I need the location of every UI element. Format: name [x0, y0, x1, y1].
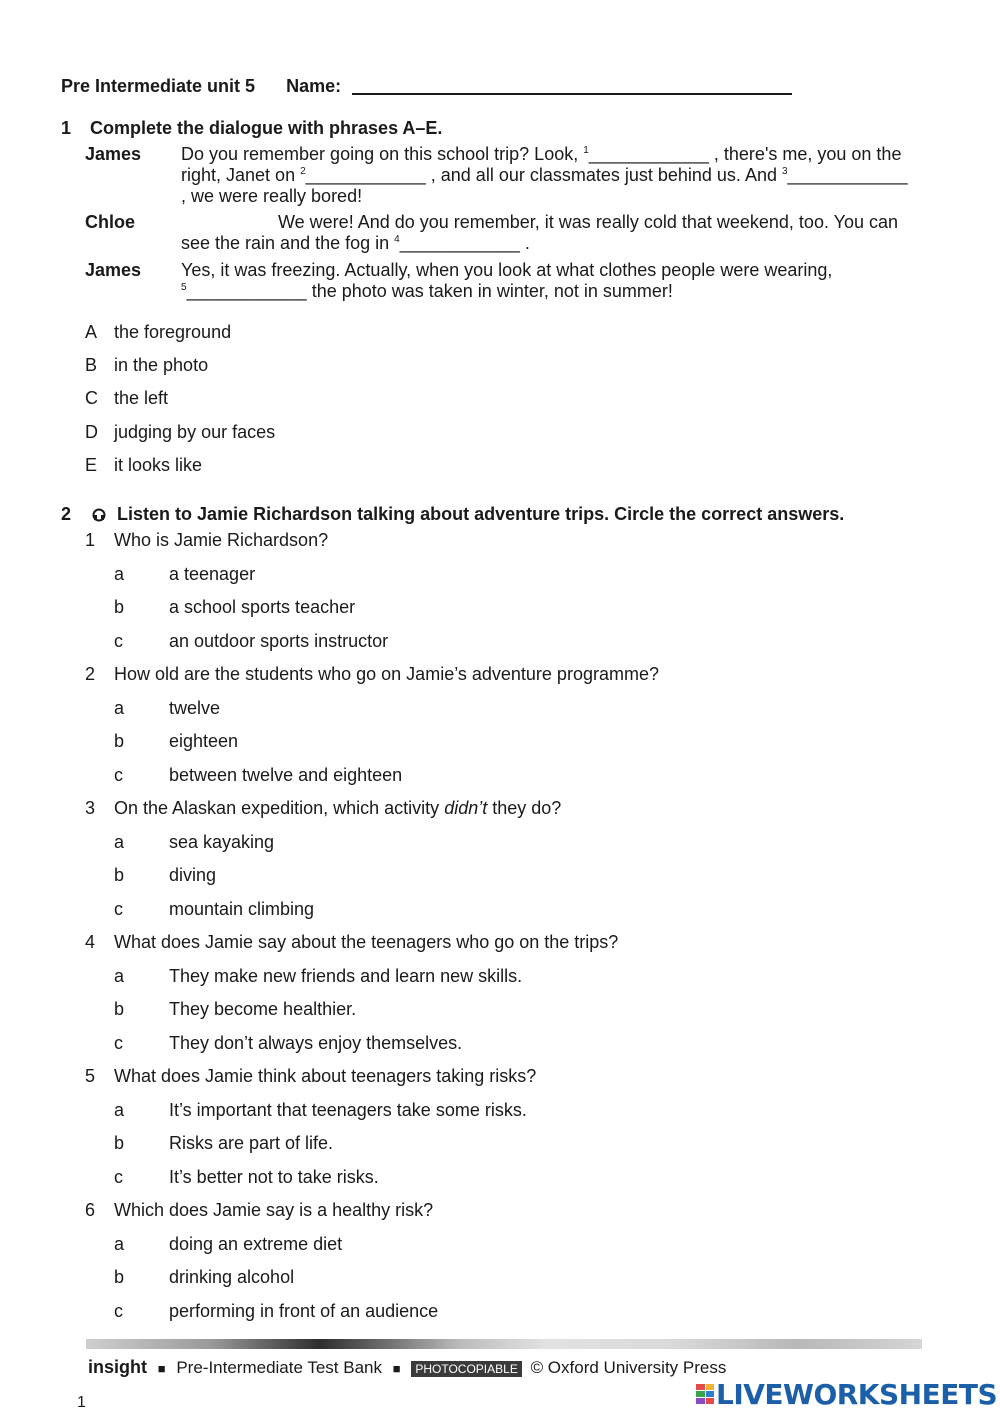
option-text: It’s better not to take risks. — [169, 1166, 379, 1187]
option-text: an outdoor sports instructor — [169, 630, 389, 651]
gap-blank[interactable]: ____________ , and all our classmates just behind us. And — [305, 165, 782, 185]
exercise-2-heading — [61, 504, 844, 527]
option-text: diving — [169, 865, 217, 885]
dialogue-text: Do you remember going on this school trip? Look, — [181, 144, 584, 164]
brand: insight — [88, 1357, 147, 1377]
question-text: What does Jamie think about teenagers taking risks? — [114, 1066, 537, 1086]
option-letter: c — [114, 1166, 123, 1187]
answer-option[interactable] — [114, 831, 275, 853]
option-letter: b — [114, 1267, 125, 1287]
dialogue-text: see the rain and the fog in — [181, 233, 395, 253]
answer-option[interactable] — [114, 697, 221, 719]
gap-blank[interactable]: ____________ the photo was taken in winter, not in summer! — [186, 281, 673, 301]
dialogue-line — [181, 165, 908, 186]
footer-strip — [86, 1339, 922, 1349]
phrase-letter: C — [85, 388, 98, 408]
exercise-number: 2 — [61, 504, 72, 524]
option-text: between twelve and eighteen — [169, 764, 403, 785]
answer-option[interactable] — [114, 1032, 463, 1054]
question-number: 1 — [85, 530, 96, 550]
dialogue-line — [181, 144, 901, 165]
page-number: 1 — [77, 1394, 86, 1411]
option-letter: b — [114, 597, 125, 617]
question — [85, 1066, 537, 1087]
answer-option[interactable] — [114, 898, 315, 920]
watermark-logo — [696, 1378, 998, 1411]
option-letter: a — [114, 1233, 125, 1254]
phrase-item — [85, 422, 276, 443]
answer-option[interactable] — [114, 630, 389, 652]
question-text: How old are the students who go on Jamie’s adventure programme? — [114, 664, 659, 684]
phrase-text: it looks like — [114, 455, 203, 475]
answer-option[interactable] — [114, 999, 357, 1020]
question — [85, 932, 619, 953]
name-label: Name: — [286, 76, 342, 96]
gap-number: 2 — [300, 166, 306, 177]
option-text: a teenager — [169, 563, 256, 584]
worksheet-title: Pre Intermediate unit 5 — [61, 76, 256, 96]
option-text: doing an extreme diet — [169, 1233, 343, 1254]
answer-option[interactable] — [114, 764, 403, 786]
question-number: 4 — [85, 932, 96, 952]
question — [85, 798, 562, 819]
separator: ■ — [157, 1361, 166, 1376]
dialogue-line: , we were really bored! — [181, 186, 363, 206]
phrase-item — [85, 355, 209, 376]
dialogue-text: right, Janet on — [181, 165, 301, 185]
question-number: 2 — [85, 664, 96, 684]
answer-option[interactable] — [114, 1233, 343, 1255]
answer-option[interactable] — [114, 1166, 379, 1188]
option-letter: b — [114, 865, 125, 885]
dialogue-line — [181, 281, 673, 302]
option-text: sea kayaking — [169, 831, 275, 852]
option-text: mountain climbing — [169, 898, 315, 919]
gap-blank[interactable]: ____________ , there's me, you on the — [588, 144, 902, 164]
option-letter: c — [114, 764, 123, 785]
photocopiable-badge: PHOTOCOPIABLE — [411, 1361, 521, 1377]
dialogue-line: Yes, it was freezing. Actually, when you look at what clothes people were wearing, — [181, 260, 833, 280]
phrase-letter: A — [85, 322, 98, 342]
phrase-text: the left — [114, 388, 169, 408]
question-text: What does Jamie say about the teenagers who go on the trips? — [114, 932, 619, 952]
question — [85, 664, 659, 685]
phrase-text: the foreground — [114, 322, 232, 342]
answer-option[interactable] — [114, 965, 523, 987]
answer-option[interactable] — [114, 1099, 527, 1121]
phrase-text: judging by our faces — [114, 422, 276, 442]
option-letter: b — [114, 1133, 125, 1153]
gap-blank[interactable]: ____________ — [787, 165, 908, 185]
option-text: a school sports teacher — [169, 597, 356, 617]
option-letter: b — [114, 999, 125, 1019]
gap-blank[interactable]: ____________ . — [399, 233, 530, 253]
question-number: 6 — [85, 1200, 96, 1220]
option-letter: a — [114, 697, 125, 718]
question-text: On the Alaskan expedition, which activity didn’t they do? — [114, 798, 562, 818]
exercise-1-heading — [61, 118, 442, 139]
gap-number: 4 — [394, 234, 400, 245]
speaker-james: James — [85, 260, 142, 280]
option-text: They make new friends and learn new skills. — [169, 965, 523, 986]
answer-option[interactable] — [114, 597, 356, 618]
watermark-text: LIVEWORKSHEETS — [716, 1378, 998, 1411]
question-number: 5 — [85, 1066, 96, 1086]
option-letter: b — [114, 731, 125, 751]
speaker-chloe: Chloe — [85, 212, 136, 232]
gap-number: 1 — [583, 145, 589, 156]
option-text: twelve — [169, 697, 221, 718]
option-letter: a — [114, 965, 125, 986]
gap-number: 3 — [781, 166, 788, 177]
audio-icon[interactable] — [92, 506, 106, 527]
option-text: They become healthier. — [169, 999, 357, 1019]
option-letter: c — [114, 630, 123, 651]
phrase-letter: B — [85, 355, 98, 375]
answer-option[interactable] — [114, 1300, 439, 1322]
dialogue-line — [181, 233, 530, 254]
dialogue-line: We were! And do you remember, it was really cold that weekend, too. You can — [278, 212, 899, 232]
phrase-letter: E — [85, 455, 98, 475]
exercise-number: 1 — [61, 118, 72, 138]
question-text: Which does Jamie say is a healthy risk? — [114, 1200, 434, 1220]
gap-number: 5 — [181, 282, 187, 293]
question — [85, 1200, 434, 1221]
publisher: © Oxford University Press — [530, 1358, 727, 1377]
answer-option[interactable] — [114, 563, 256, 585]
option-letter: a — [114, 563, 125, 584]
option-text: Risks are part of life. — [169, 1133, 334, 1153]
option-text: It’s important that teenagers take some risks. — [169, 1099, 527, 1120]
option-text: eighteen — [169, 731, 239, 751]
question — [85, 530, 329, 551]
phrase-text: in the photo — [114, 355, 209, 375]
footer — [88, 1357, 726, 1378]
name-field[interactable] — [352, 77, 792, 95]
option-letter: a — [114, 831, 125, 852]
phrase-item — [85, 322, 232, 343]
exercise-instruction: Complete the dialogue with phrases A–E. — [90, 118, 443, 138]
option-text: performing in front of an audience — [169, 1300, 439, 1321]
answer-option[interactable] — [114, 731, 239, 752]
answer-option[interactable] — [114, 1267, 295, 1288]
option-letter: a — [114, 1099, 125, 1120]
phrase-item — [85, 455, 203, 476]
option-letter: c — [114, 898, 123, 919]
speaker-james: James — [85, 144, 142, 164]
answer-option[interactable] — [114, 865, 217, 886]
exercise-instruction: Listen to Jamie Richardson talking about adventure trips. Circle the correct answers. — [117, 504, 845, 524]
test-bank: Pre-Intermediate Test Bank — [176, 1358, 383, 1377]
answer-option[interactable] — [114, 1133, 334, 1154]
separator: ■ — [392, 1361, 401, 1376]
phrase-item — [85, 388, 169, 409]
option-text: drinking alcohol — [169, 1267, 295, 1287]
option-letter: c — [114, 1300, 123, 1321]
phrase-letter: D — [85, 422, 98, 442]
question-number: 3 — [85, 798, 96, 818]
question-text: Who is Jamie Richardson? — [114, 530, 329, 550]
logo-icon — [696, 1384, 714, 1404]
option-letter: c — [114, 1032, 123, 1053]
option-text: They don’t always enjoy themselves. — [169, 1032, 463, 1053]
worksheet-header — [61, 76, 792, 97]
